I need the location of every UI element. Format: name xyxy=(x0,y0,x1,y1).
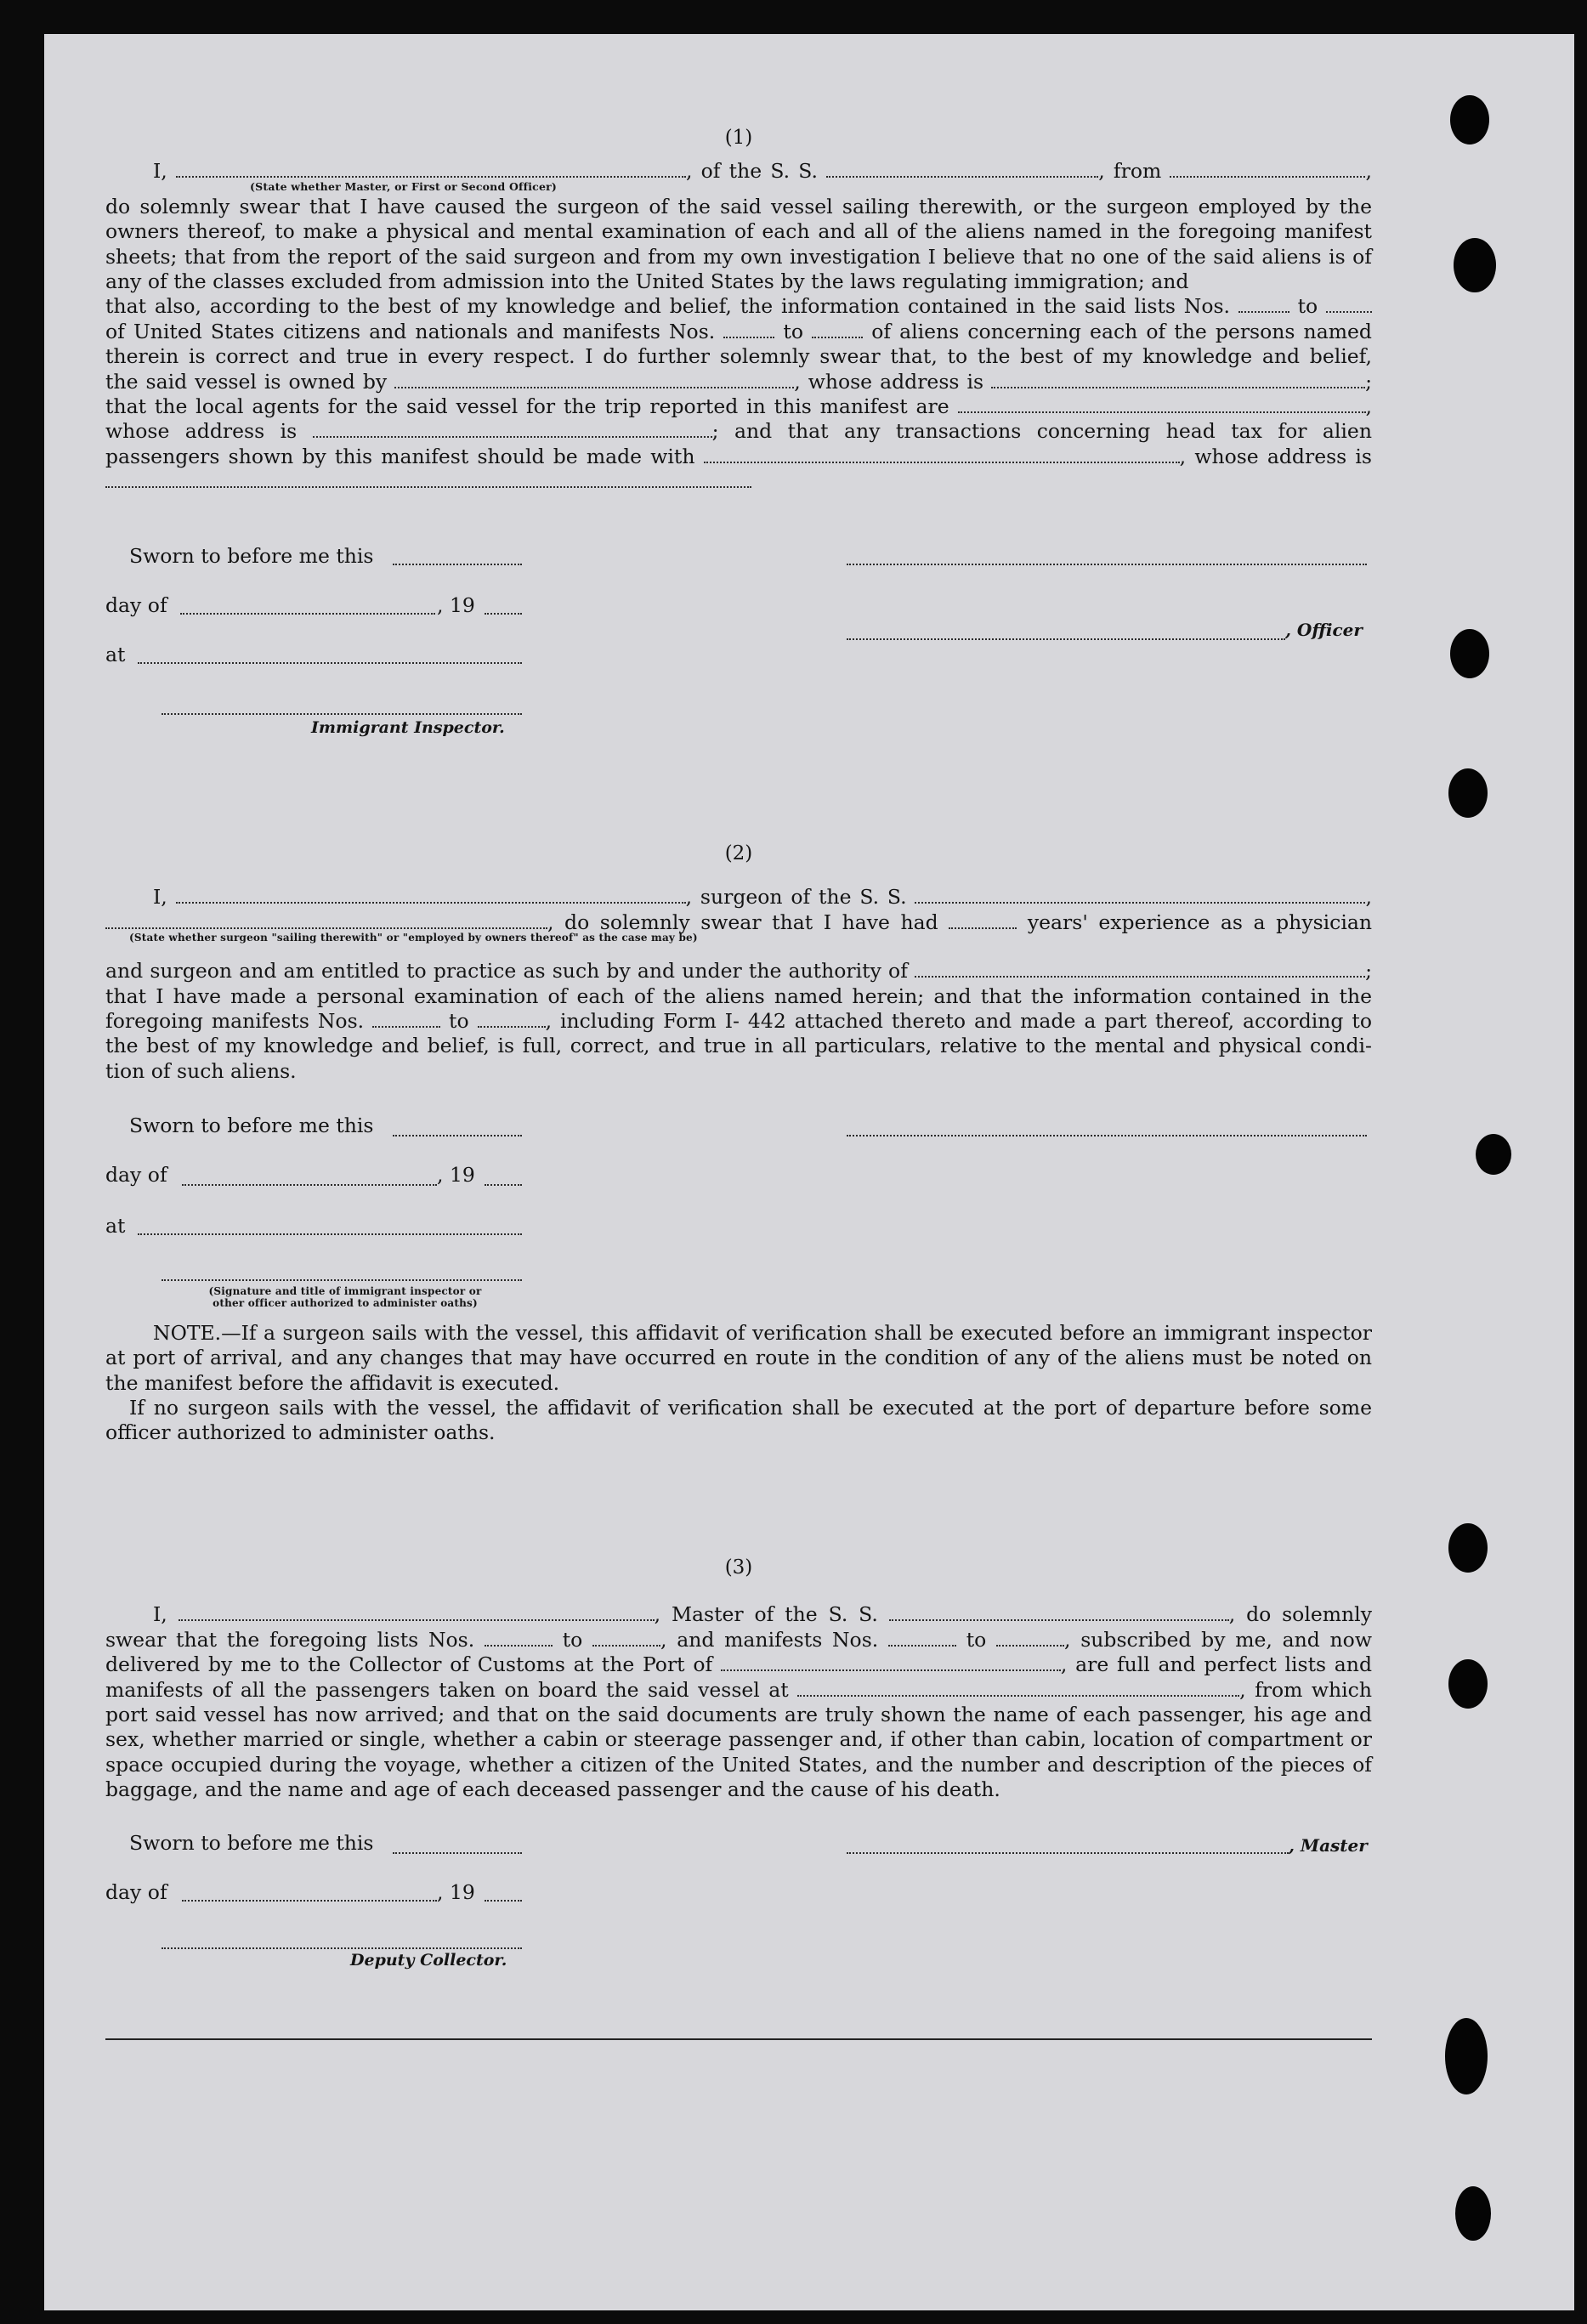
surgeon-line-1: I, , surgeon of the S. S. , xyxy=(153,885,1372,910)
oath-line-1: I, , of the S. S. , from , xyxy=(153,159,1372,184)
punch-hole xyxy=(1455,2186,1491,2241)
inspector-label: Immigrant Inspector. xyxy=(311,718,505,737)
oath-line-agents: that the local agents for the said vessel for the trip reported in this manifest are , xyxy=(105,394,1372,419)
headtax-party-field[interactable] xyxy=(704,461,1180,463)
port-from-field[interactable] xyxy=(1170,175,1365,178)
field-hint: (State whether Master, or First or Second Officer) xyxy=(250,179,558,193)
month-field[interactable] xyxy=(180,612,435,615)
punch-hole xyxy=(1476,1134,1511,1175)
manifests-from-field[interactable] xyxy=(723,336,774,338)
month-field[interactable] xyxy=(182,1183,437,1186)
section-2 xyxy=(105,842,1372,1084)
surgeon-line-2: , do solemnly swear that I have had years' experience as a physician xyxy=(105,910,1372,935)
sworn-label: Sworn to before me this xyxy=(129,544,374,568)
punch-hole xyxy=(1448,768,1488,818)
vessel-name-field[interactable] xyxy=(889,1618,1229,1621)
sworn-date-field[interactable] xyxy=(393,1851,522,1854)
officer-title-field[interactable] xyxy=(847,638,1285,640)
year-label: , 19 xyxy=(437,593,475,617)
officer-label: , Officer xyxy=(1285,620,1363,640)
punch-hole xyxy=(1454,238,1496,292)
officer-signature-field[interactable] xyxy=(847,563,1367,565)
master-name-field[interactable] xyxy=(179,1618,655,1621)
punch-hole xyxy=(1445,2018,1488,2094)
owner-address-field[interactable] xyxy=(991,386,1365,388)
surgeon-line-practice: and surgeon and am entitled to practice as such by and under the authority of ; xyxy=(105,959,1372,983)
vessel-name-field[interactable] xyxy=(915,901,1365,904)
master-signature-field[interactable] xyxy=(847,1851,1289,1854)
month-field[interactable] xyxy=(182,1899,437,1902)
oath-line-agent-address: whose address is ; and that any transactions concerning head tax for alien xyxy=(105,419,1372,444)
oath-line-headtax: passengers shown by this manifest should be made with , whose address is xyxy=(105,444,1372,468)
oath-line-lists: that also, according to the best of my knowledge and belief, the information contained in the said lists Nos. to xyxy=(105,294,1372,319)
manifests-to-field[interactable] xyxy=(478,1025,546,1028)
punch-hole xyxy=(1448,1523,1488,1573)
agents-address-field[interactable] xyxy=(313,435,712,438)
signature-hint: (Signature and title of immigrant inspector or other officer authorized to administer oaths) xyxy=(208,1285,482,1309)
sworn-date-field[interactable] xyxy=(393,563,522,565)
authority-field[interactable] xyxy=(915,975,1365,978)
owner-field[interactable] xyxy=(394,386,794,388)
master-line-1: I, , Master of the S. S. , do solemnly xyxy=(153,1602,1372,1627)
sworn-label: Sworn to before me this xyxy=(129,1114,374,1137)
surgeon-name-field[interactable] xyxy=(176,901,686,904)
years-experience-field[interactable] xyxy=(949,927,1017,929)
punch-hole xyxy=(1450,95,1489,145)
surgeon-line-foregoing: foregoing manifests Nos. to , including Form I- 442 attached thereto and made a part thereof, according to xyxy=(105,1009,1372,1034)
section-number: (3) xyxy=(724,1556,753,1579)
section-number: (2) xyxy=(724,842,753,864)
manifests-to-field[interactable] xyxy=(996,1644,1064,1647)
day-of-label: day of xyxy=(105,1880,167,1904)
oath-line-citizens: of United States citizens and nationals and manifests Nos. to of aliens concerning each of the persons named xyxy=(105,319,1372,343)
punch-hole xyxy=(1448,1659,1488,1709)
at-label: at xyxy=(105,643,126,666)
vessel-name-field[interactable] xyxy=(826,175,1098,178)
section-number: (1) xyxy=(724,127,753,149)
headtax-address-field[interactable] xyxy=(105,485,751,488)
lists-to-field[interactable] xyxy=(1326,310,1372,313)
manifests-to-field[interactable] xyxy=(812,336,863,338)
oath-line-final xyxy=(105,469,1372,494)
sworn-date-field[interactable] xyxy=(393,1134,522,1136)
surgeon-status-field[interactable] xyxy=(105,927,547,929)
boarding-port-field[interactable] xyxy=(797,1694,1239,1697)
day-of-label: day of xyxy=(105,593,167,617)
note-paragraph: NOTE.—If a surgeon sails with the vessel, this affidavit of verification shall be executed before an immigrant inspector at port of arrival, and any changes that may have occurred en route in the condition of any of the aliens must be noted on the manifest before the affidavit is executed. xyxy=(105,1321,1372,1395)
day-of-label: day of xyxy=(105,1163,167,1187)
surgeon-line-best: the best of my knowledge and belief, is full, correct, and true in all particulars, relative to the mental and physical condi- xyxy=(105,1034,1372,1058)
at-place-field[interactable] xyxy=(138,1233,522,1235)
year-field[interactable] xyxy=(485,612,522,615)
year-label: , 19 xyxy=(437,1163,475,1187)
section-1 xyxy=(105,126,1372,494)
lists-to-field[interactable] xyxy=(592,1644,660,1647)
note-paragraph-2: If no surgeon sails with the vessel, the affidavit of verification shall be executed at the port of departure before some officer authorized to administer oaths. xyxy=(105,1396,1372,1445)
agents-field[interactable] xyxy=(958,411,1366,413)
officer-rank-field[interactable] xyxy=(176,175,686,178)
manifests-from-field[interactable] xyxy=(372,1025,440,1028)
master-line-2: swear that the foregoing lists Nos. to , and manifests Nos. to , subscribed by me, and now xyxy=(105,1627,1372,1652)
inspector-signature-field[interactable] xyxy=(162,1278,522,1281)
surgeon-signature-field[interactable] xyxy=(847,1134,1367,1136)
year-label: , 19 xyxy=(437,1880,475,1904)
port-field[interactable] xyxy=(721,1669,1061,1671)
surgeon-line-tion: tion of such aliens. xyxy=(105,1058,297,1083)
master-line-3: delivered by me to the Collector of Customs at the Port of , are full and perfect lists and xyxy=(105,1652,1372,1677)
year-field[interactable] xyxy=(485,1183,522,1186)
oath-body: do solemnly swear that I have caused the surgeon of the said vessel sailing therewith, or the surgeon employed by the owners thereof, to make a physical and mental examination of each and all of the aliens named in the foregoing manifest sheets; that from the report of the said surgeon and from my own investigation I believe that no one of the said aliens is of any of the classes excluded from admission into the United States by the laws regulating immigration; and xyxy=(105,194,1372,294)
at-place-field[interactable] xyxy=(138,661,522,664)
lists-from-field[interactable] xyxy=(1238,310,1289,313)
year-field[interactable] xyxy=(485,1899,522,1902)
bottom-rule xyxy=(105,2038,1372,2040)
master-body: port said vessel has now arrived; and that on the said documents are truly shown the name of each passenger, his age and sex, whether married or single, whether a cabin or steerage passenger and, if other than cabin, location of compartment or space occupied during the voyage, whether a citizen of the United States, and the number and description of the pieces of baggage, and the name and age of each deceased passenger and the cause of his death. xyxy=(105,1703,1372,1802)
master-line-4: manifests of all the passengers taken on board the said vessel at , from which xyxy=(105,1677,1372,1702)
field-hint: (State whether surgeon "sailing therewith" or "employed by owners thereof" as the case may be) xyxy=(129,932,698,944)
section-3 xyxy=(105,1556,1372,1803)
at-label: at xyxy=(105,1214,126,1238)
manifests-from-field[interactable] xyxy=(888,1644,956,1647)
lists-from-field[interactable] xyxy=(485,1644,553,1647)
punch-hole xyxy=(1450,629,1489,678)
master-label: , Master xyxy=(1289,1835,1368,1856)
sworn-label: Sworn to before me this xyxy=(129,1831,374,1855)
surgeon-line-exam: that I have made a personal examination of each of the aliens named herein; and that the information contained in the xyxy=(105,983,1372,1008)
oath-line-therein: therein is correct and true in every respect. I do further solemnly swear that, to the best of my knowledge and belief, xyxy=(105,344,1372,369)
oath-line-owner: the said vessel is owned by , whose address is ; xyxy=(105,369,1372,394)
collector-label: Deputy Collector. xyxy=(350,1951,507,1970)
